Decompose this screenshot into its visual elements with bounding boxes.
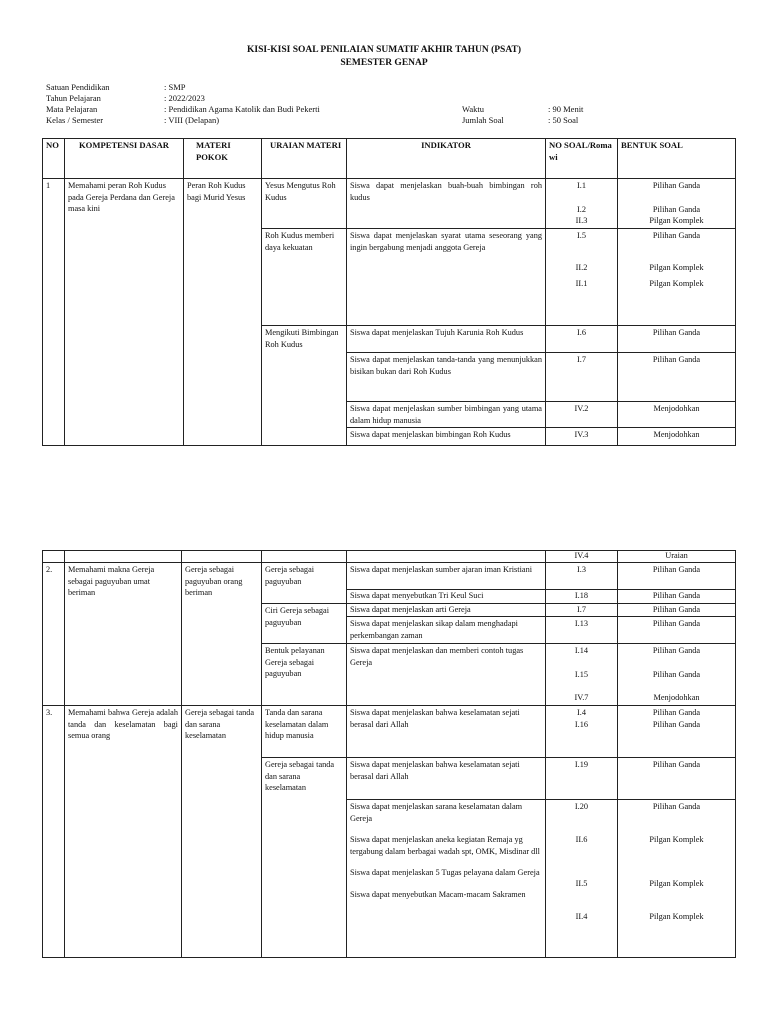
indikator: Siswa dapat menjelaskan Tujuh Karunia Roh Kudus (347, 326, 546, 353)
uraian-materi: Gereja sebagai tanda dan sarana keselamatan (262, 758, 347, 958)
bentuk-soal: Pilihan Ganda (618, 326, 736, 353)
satuan-label: Satuan Pendidikan (46, 82, 110, 92)
no-soal-item: II.6 (575, 834, 588, 844)
no-soal: I.18 (546, 590, 618, 604)
table-row (43, 563, 736, 590)
kompetensi-dasar (65, 551, 182, 563)
bentuk-soal-item: Pilgan Komplek (649, 834, 704, 844)
no-soal-item: II.1 (575, 279, 588, 288)
mapel-value: : Pendidikan Agama Katolik dan Budi Pekerti (164, 104, 320, 114)
indikator-item: Siswa dapat menjelaskan aneka kegiatan Remaja yg tergabung dalam berbagai wadah spt, OMK, Misdinar dll (350, 835, 540, 856)
no-soal-item: I.14 (574, 646, 589, 655)
row-no: 2. (43, 563, 65, 706)
bentuk-soal: Menjodohkan (618, 428, 736, 446)
no-soal-item: II.3 (575, 216, 588, 225)
bentuk-soal-item: Pilihan Ganda (652, 802, 701, 811)
indikator: Siswa dapat menjelaskan buah-buah bimbingan roh kudus (347, 179, 546, 229)
header-kd: KOMPETENSI DASAR (65, 139, 184, 179)
bentuk-soal: Pilihan Ganda (618, 604, 736, 617)
materi-pokok (182, 551, 262, 563)
waktu-label: Waktu (462, 104, 484, 114)
bentuk-soal: Pilihan Ganda (618, 590, 736, 604)
materi-pokok: Gereja sebagai paguyuban orang beriman (182, 563, 262, 706)
no-soal: IV.2 (546, 402, 618, 428)
no-soal-item: I.5 (577, 231, 586, 240)
row-no: 3. (43, 706, 65, 958)
bentuk-soal-item: Pilgan Komplek (649, 879, 704, 888)
bentuk-soal-item: Pilihan Ganda (652, 669, 701, 679)
bentuk-soal-item: Pilgan Komplek (649, 262, 704, 272)
uraian-materi: Mengikuti Bimbingan Roh Kudus (262, 326, 347, 446)
mapel-label: Mata Pelajaran (46, 104, 98, 114)
bentuk-soal-item: Pilihan Ganda (652, 646, 701, 655)
no-soal (546, 706, 618, 758)
tahun-label: Tahun Pelajaran (46, 93, 101, 103)
kisi-table-1 (42, 138, 736, 446)
header-bentuk: BENTUK SOAL (618, 139, 736, 179)
indikator: Siswa dapat menjelaskan syarat utama seseorang yang ingin bergabung menjadi anggota Gereja (347, 229, 546, 326)
indikator: Siswa dapat menyebutkan Tri Keul Suci (347, 590, 546, 604)
indikator: Siswa dapat menjelaskan bahwa keselamatan sejati berasal dari Allah (347, 758, 546, 800)
uraian-materi: Roh Kudus memberi daya kekuatan (262, 229, 347, 326)
jumlah-label: Jumlah Soal (462, 115, 504, 125)
no-soal (546, 229, 618, 326)
no-soal: I.13 (546, 617, 618, 644)
kompetensi-dasar: Memahami bahwa Gereja adalah tanda dan keselamatan bagi semua orang (65, 706, 182, 958)
uraian-materi: Ciri Gereja sebagai paguyuban (262, 604, 347, 644)
no-soal (546, 644, 618, 706)
document-title: KISI-KISI SOAL PENILAIAN SUMATIF AKHIR TAHUN (PSAT) (247, 45, 521, 55)
no-soal: IV.3 (546, 428, 618, 446)
row-no: 1 (43, 179, 65, 446)
uraian-materi: Bentuk pelayanan Gereja sebagai paguyuban (262, 644, 347, 706)
satuan-value: : SMP (164, 82, 186, 92)
bentuk-soal-item: Pilihan Ganda (652, 708, 701, 717)
bentuk-soal (618, 179, 736, 229)
no-soal: I.7 (546, 353, 618, 402)
no-soal-item: I.15 (574, 669, 589, 679)
no-soal (546, 179, 618, 229)
bentuk-soal: Pilihan Ganda (618, 758, 736, 800)
materi-pokok: Peran Roh Kudus bagi Murid Yesus (184, 179, 262, 446)
bentuk-soal (618, 644, 736, 706)
bentuk-soal: Uraian (618, 551, 736, 563)
kompetensi-dasar: Memahami peran Roh Kudus pada Gereja Perdana dan Gereja masa kini (65, 179, 184, 446)
bentuk-soal (618, 706, 736, 758)
indikator: Siswa dapat menjelaskan sikap dalam menghadapi perkembangan zaman (347, 617, 546, 644)
indikator-item: Siswa dapat menyebutkan Macam-macam Sakramen (350, 889, 526, 899)
header-indikator: INDIKATOR (347, 139, 546, 179)
indikator: Siswa dapat menjelaskan tanda-tanda yang menunjukkan bisikan bukan dari Roh Kudus (347, 353, 546, 402)
bentuk-soal: Menjodohkan (618, 402, 736, 428)
table-row (43, 706, 736, 758)
no-soal-item: I.1 (577, 181, 586, 190)
no-soal-item: I.2 (577, 204, 586, 214)
bentuk-soal: Pilihan Ganda (618, 617, 736, 644)
uraian-materi (262, 551, 347, 563)
bentuk-soal-item: Pilgan Komplek (649, 216, 704, 225)
kelas-label: Kelas / Semester (46, 115, 104, 125)
no-soal-item: IV.7 (574, 693, 589, 702)
table-row (43, 179, 736, 229)
header-row (43, 139, 736, 179)
bentuk-soal: Pilihan Ganda (618, 563, 736, 590)
no-soal: I.7 (546, 604, 618, 617)
bentuk-soal-item: Pilihan Ganda (652, 231, 701, 240)
kelas-value: : VIII (Delapan) (164, 115, 220, 125)
waktu-value: : 90 Menit (548, 104, 584, 114)
bentuk-soal-item: Pilihan Ganda (652, 719, 701, 729)
indikator: Siswa dapat menjelaskan arti Gereja (347, 604, 546, 617)
header-materi: MATERI POKOK (184, 139, 262, 179)
bentuk-soal-item: Pilihan Ganda (652, 181, 701, 190)
no-soal: I.6 (546, 326, 618, 353)
bentuk-soal-item: Menjodohkan (653, 693, 700, 702)
no-soal-item: II.2 (575, 262, 588, 272)
row-no (43, 551, 65, 563)
bentuk-soal-item: Pilgan Komplek (649, 911, 704, 921)
materi-pokok: Gereja sebagai tanda dan sarana keselamatan (182, 706, 262, 958)
uraian-materi: Tanda dan sarana keselamatan dalam hidup manusia (262, 706, 347, 758)
no-soal: I.3 (546, 563, 618, 590)
indikator: Siswa dapat menjelaskan sumber ajaran iman Kristiani (347, 563, 546, 590)
tahun-value: : 2022/2023 (164, 93, 205, 103)
no-soal-item: II.4 (575, 911, 588, 921)
indikator-item: Siswa dapat menjelaskan 5 Tugas pelayana dalam Gereja (350, 868, 540, 877)
no-soal-item: II.5 (575, 879, 588, 888)
jumlah-value: : 50 Soal (548, 115, 579, 125)
uraian-materi: Yesus Mengutus Roh Kudus (262, 179, 347, 229)
indikator: Siswa dapat menjelaskan bimbingan Roh Kudus (347, 428, 546, 446)
document-subtitle: SEMESTER GENAP (340, 58, 428, 68)
indikator: Siswa dapat menjelaskan sumber bimbingan yang utama dalam hidup manusia (347, 402, 546, 428)
no-soal: IV.4 (546, 551, 618, 563)
kisi-table-2 (42, 550, 736, 958)
indikator-item: Siswa dapat menjelaskan sarana keselamatan dalam Gereja (350, 802, 523, 823)
bentuk-soal (618, 800, 736, 958)
indikator (347, 551, 546, 563)
table-row (43, 551, 736, 563)
header-no: NO (43, 139, 65, 179)
no-soal (546, 800, 618, 958)
uraian-materi: Gereja sebagai paguyuban (262, 563, 347, 604)
header-nosoal: NO SOAL/Romawi (546, 139, 618, 179)
bentuk-soal: Pilihan Ganda (618, 353, 736, 402)
bentuk-soal-item: Pilihan Ganda (652, 204, 701, 214)
no-soal: I.19 (546, 758, 618, 800)
no-soal-item: I.4 (577, 708, 586, 717)
header-uraian: URAIAN MATERI (262, 139, 347, 179)
indikator (347, 800, 546, 958)
no-soal-item: I.16 (574, 719, 589, 729)
no-soal-item: I.20 (574, 802, 589, 811)
kompetensi-dasar: Memahami makna Gereja sebagai paguyuban umat beriman (65, 563, 182, 706)
bentuk-soal-item: Pilgan Komplek (649, 279, 704, 288)
indikator: Siswa dapat menjelaskan bahwa keselamatan sejati berasal dari Allah (347, 706, 546, 758)
indikator: Siswa dapat menjelaskan dan memberi contoh tugas Gereja (347, 644, 546, 706)
bentuk-soal (618, 229, 736, 326)
